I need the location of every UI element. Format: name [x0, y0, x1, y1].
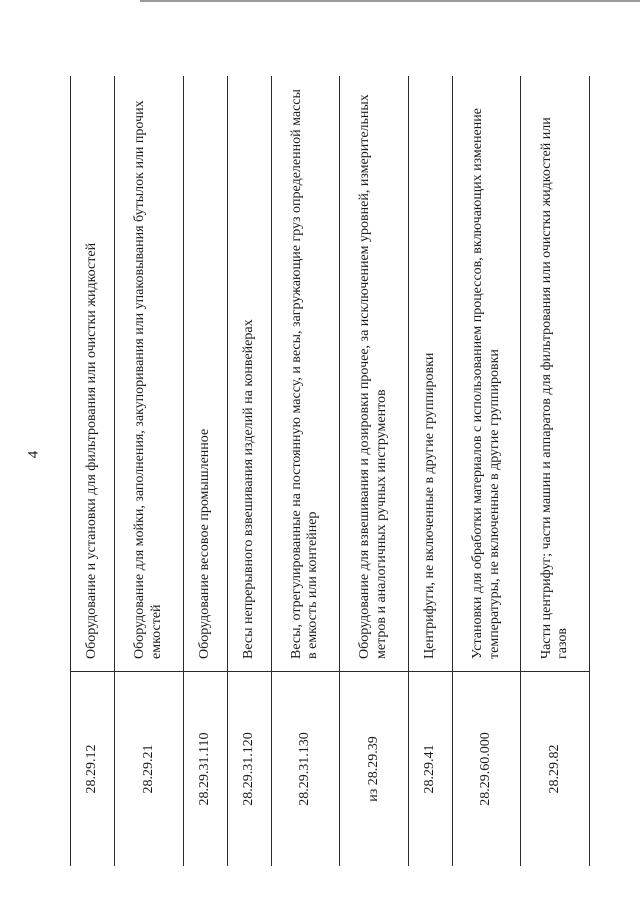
description-cell: Оборудование и установки для фильтрования или очистки жидкостей: [71, 76, 115, 672]
table-row: [114, 76, 183, 866]
description-cell: Части центрифуг; части машин и аппаратов для фильтрования или очистки жидкостей или газов: [521, 76, 590, 672]
code-cell: 28.29.31.110: [183, 672, 227, 867]
table-row: [183, 76, 227, 866]
table-row: [521, 76, 590, 866]
table-row: [227, 76, 271, 866]
table-row: [452, 76, 521, 866]
description-cell: Центрифуги, не включенные в другие группировки: [408, 76, 452, 672]
code-cell: 28.29.12: [71, 672, 115, 867]
description-cell: Оборудование для взвешивания и дозировки прочее, за исключением уровней, измерительных метров и аналогичных ручных инструментов: [340, 76, 409, 672]
table-row: [71, 76, 115, 866]
okpd-codes-table: [70, 76, 590, 866]
description-cell: Весы непрерывного взвешивания изделий на конвейерах: [227, 76, 271, 672]
code-cell: 28.29.21: [114, 672, 183, 867]
description-cell: Весы, отрегулированные на постоянную массу, и весы, загружающие груз определенной массы в емкость или контейнер: [271, 76, 340, 672]
code-cell: 28.29.41: [408, 672, 452, 867]
description-cell: Установки для обработки материалов с использованием процессов, включающих изменение температуры, не включенные в другие группировки: [452, 76, 521, 672]
description-cell: Оборудование весовое промышленное: [183, 76, 227, 672]
code-cell: 28.29.82: [521, 672, 590, 867]
code-cell: 28.29.31.130: [271, 672, 340, 867]
page-number: 4: [25, 450, 42, 459]
code-cell: 28.29.60.000: [452, 672, 521, 867]
top-border-line: [140, 0, 640, 2]
table-row: [408, 76, 452, 866]
code-cell: 28.29.31.120: [227, 672, 271, 867]
rotated-table-container: [70, 76, 590, 866]
table-row: [271, 76, 340, 866]
table-row: [340, 76, 409, 866]
code-cell: из 28.29.39: [340, 672, 409, 867]
description-cell: Оборудование для мойки, заполнения, закупоривания или упаковывания бутылок или прочих емкостей: [114, 76, 183, 672]
